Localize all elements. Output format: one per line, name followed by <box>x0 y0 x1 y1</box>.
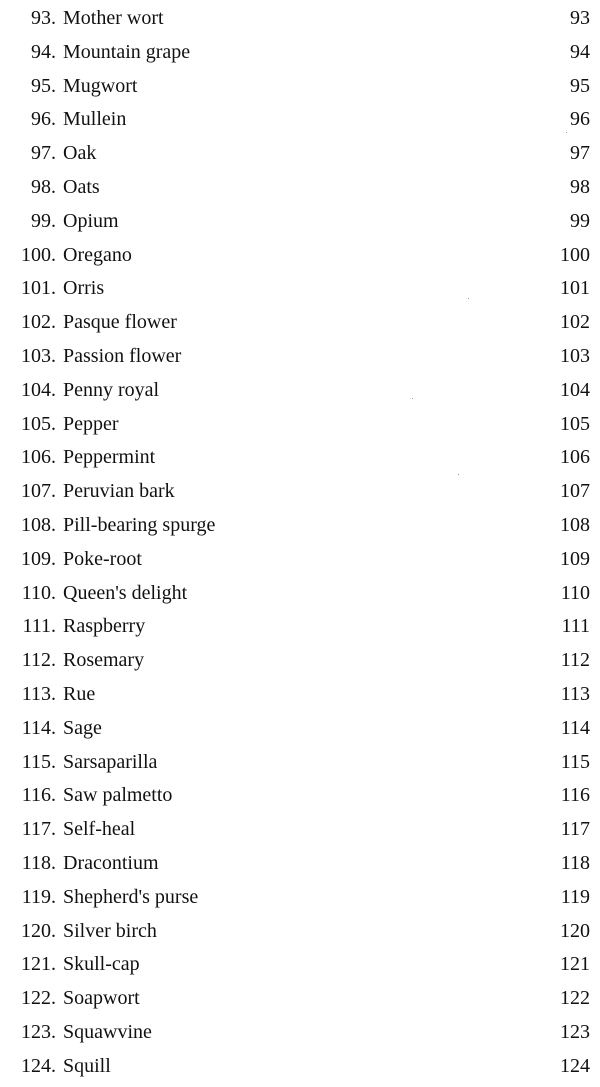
entry-page-number: 123 <box>560 1020 590 1043</box>
entry-title: Rosemary <box>63 649 145 672</box>
toc-entry <box>0 441 600 475</box>
entry-title: Rue <box>63 682 96 705</box>
toc-entry <box>0 171 600 205</box>
toc-entry <box>0 408 600 442</box>
entry-number: 96. <box>31 108 56 131</box>
entry-page-number: 109 <box>560 547 590 570</box>
entry-title: Penny royal <box>63 378 160 401</box>
entry-title: Pasque flower <box>63 311 177 334</box>
entry-number: 102. <box>21 311 56 334</box>
entry-title: Oak <box>63 142 97 165</box>
toc-entry <box>0 577 600 611</box>
entry-title: Orris <box>63 277 105 300</box>
toc-entry <box>0 982 600 1016</box>
table-of-contents <box>0 2 600 1084</box>
toc-entry <box>0 644 600 678</box>
entry-page-number: 112 <box>560 649 590 672</box>
entry-page-number: 121 <box>560 953 590 976</box>
entry-page-number: 99 <box>570 209 590 232</box>
entry-page-number: 100 <box>560 243 590 266</box>
entry-number: 109. <box>21 547 56 570</box>
toc-entry <box>0 678 600 712</box>
toc-entry <box>0 475 600 509</box>
entry-number: 122. <box>21 987 56 1010</box>
entry-number: 99. <box>31 209 56 232</box>
entry-number: 98. <box>31 175 56 198</box>
entry-title: Poke-root <box>63 547 142 570</box>
entry-title: Silver birch <box>63 919 157 942</box>
toc-entry <box>0 137 600 171</box>
entry-number: 104. <box>21 378 56 401</box>
entry-number: 97. <box>31 142 56 165</box>
toc-entry <box>0 881 600 915</box>
toc-entry <box>0 813 600 847</box>
toc-entry <box>0 509 600 543</box>
toc-entry <box>0 205 600 239</box>
toc-entry <box>0 948 600 982</box>
entry-title: Squawvine <box>63 1020 152 1043</box>
toc-entry <box>0 1016 600 1050</box>
entry-number: 108. <box>21 513 56 536</box>
entry-title: Mugwort <box>63 74 138 97</box>
entry-number: 110. <box>21 581 56 604</box>
entry-page-number: 93 <box>570 7 590 29</box>
entry-page-number: 110 <box>560 581 590 604</box>
entry-page-number: 107 <box>560 480 590 503</box>
entry-title: Pill-bearing spurge <box>63 513 216 536</box>
entry-page-number: 118 <box>560 851 590 874</box>
entry-number: 120. <box>21 919 56 942</box>
toc-entry <box>0 610 600 644</box>
entry-page-number: 120 <box>560 919 590 942</box>
scan-speck <box>458 474 459 475</box>
entry-title: Mother wort <box>63 7 164 29</box>
entry-number: 93. <box>31 7 56 29</box>
entry-title: Opium <box>63 209 119 232</box>
entry-page-number: 96 <box>570 108 590 131</box>
entry-title: Saw palmetto <box>63 784 173 807</box>
toc-entry <box>0 70 600 104</box>
toc-entry <box>0 374 600 408</box>
toc-entry <box>0 2 600 36</box>
entry-title: Self-heal <box>63 818 136 841</box>
entry-title: Pepper <box>63 412 119 435</box>
entry-title: Queen's delight <box>63 581 188 604</box>
entry-title: Shepherd's purse <box>63 885 199 908</box>
entry-number: 101. <box>21 277 56 300</box>
entry-number: 123. <box>21 1020 56 1043</box>
entry-number: 107. <box>21 480 56 503</box>
entry-number: 113. <box>21 682 56 705</box>
entry-page-number: 101 <box>560 277 590 300</box>
entry-number: 115. <box>21 750 56 773</box>
entry-title: Dracontium <box>63 851 159 874</box>
entry-page-number: 102 <box>560 311 590 334</box>
entry-title: Oregano <box>63 243 132 266</box>
entry-page-number: 98 <box>570 175 590 198</box>
entry-number: 111. <box>22 615 56 638</box>
entry-number: 95. <box>31 74 56 97</box>
entry-page-number: 103 <box>560 344 590 367</box>
entry-number: 121. <box>21 953 56 976</box>
toc-entry <box>0 779 600 813</box>
toc-entry <box>0 340 600 374</box>
entry-number: 124. <box>21 1054 56 1077</box>
entry-title: Sage <box>63 716 102 739</box>
entry-number: 94. <box>31 40 56 63</box>
entry-title: Raspberry <box>63 615 146 638</box>
entry-page-number: 95 <box>570 74 590 97</box>
toc-entry <box>0 1050 600 1084</box>
entry-number: 100. <box>21 243 56 266</box>
entry-page-number: 122 <box>560 987 590 1010</box>
entry-number: 112. <box>21 649 56 672</box>
entry-title: Soapwort <box>63 987 140 1010</box>
entry-title: Peruvian bark <box>63 480 175 503</box>
entry-number: 119. <box>21 885 56 908</box>
toc-entry <box>0 543 600 577</box>
entry-page-number: 111 <box>561 615 590 638</box>
entry-number: 105. <box>21 412 56 435</box>
entry-title: Skull-cap <box>63 953 140 976</box>
entry-page-number: 119 <box>560 885 590 908</box>
scan-speck <box>412 398 413 399</box>
entry-page-number: 124 <box>560 1054 590 1077</box>
entry-title: Squill <box>63 1054 111 1077</box>
entry-page-number: 105 <box>560 412 590 435</box>
entry-page-number: 97 <box>570 142 590 165</box>
entry-page-number: 104 <box>560 378 590 401</box>
toc-entry <box>0 712 600 746</box>
entry-number: 117. <box>21 818 56 841</box>
entry-page-number: 106 <box>560 446 590 469</box>
entry-page-number: 113 <box>560 682 590 705</box>
toc-entry <box>0 847 600 881</box>
toc-entry <box>0 239 600 273</box>
entry-title: Peppermint <box>63 446 156 469</box>
entry-page-number: 116 <box>560 784 590 807</box>
toc-entry <box>0 306 600 340</box>
entry-number: 114. <box>21 716 56 739</box>
entry-title: Oats <box>63 175 100 198</box>
entry-title: Passion flower <box>63 344 182 367</box>
scan-speck <box>566 132 567 133</box>
entry-title: Mullein <box>63 108 127 131</box>
entry-title: Mountain grape <box>63 40 191 63</box>
toc-entry <box>0 272 600 306</box>
entry-page-number: 94 <box>570 40 590 63</box>
entry-number: 103. <box>21 344 56 367</box>
scan-speck <box>468 298 469 299</box>
entry-number: 106. <box>21 446 56 469</box>
entry-page-number: 117 <box>560 818 590 841</box>
entry-page-number: 115 <box>560 750 590 773</box>
entry-page-number: 108 <box>560 513 590 536</box>
toc-entry <box>0 36 600 70</box>
entry-number: 118. <box>21 851 56 874</box>
toc-entry <box>0 746 600 780</box>
toc-entry <box>0 103 600 137</box>
entry-page-number: 114 <box>560 716 590 739</box>
entry-title: Sarsaparilla <box>63 750 158 773</box>
entry-number: 116. <box>21 784 56 807</box>
toc-entry <box>0 915 600 949</box>
